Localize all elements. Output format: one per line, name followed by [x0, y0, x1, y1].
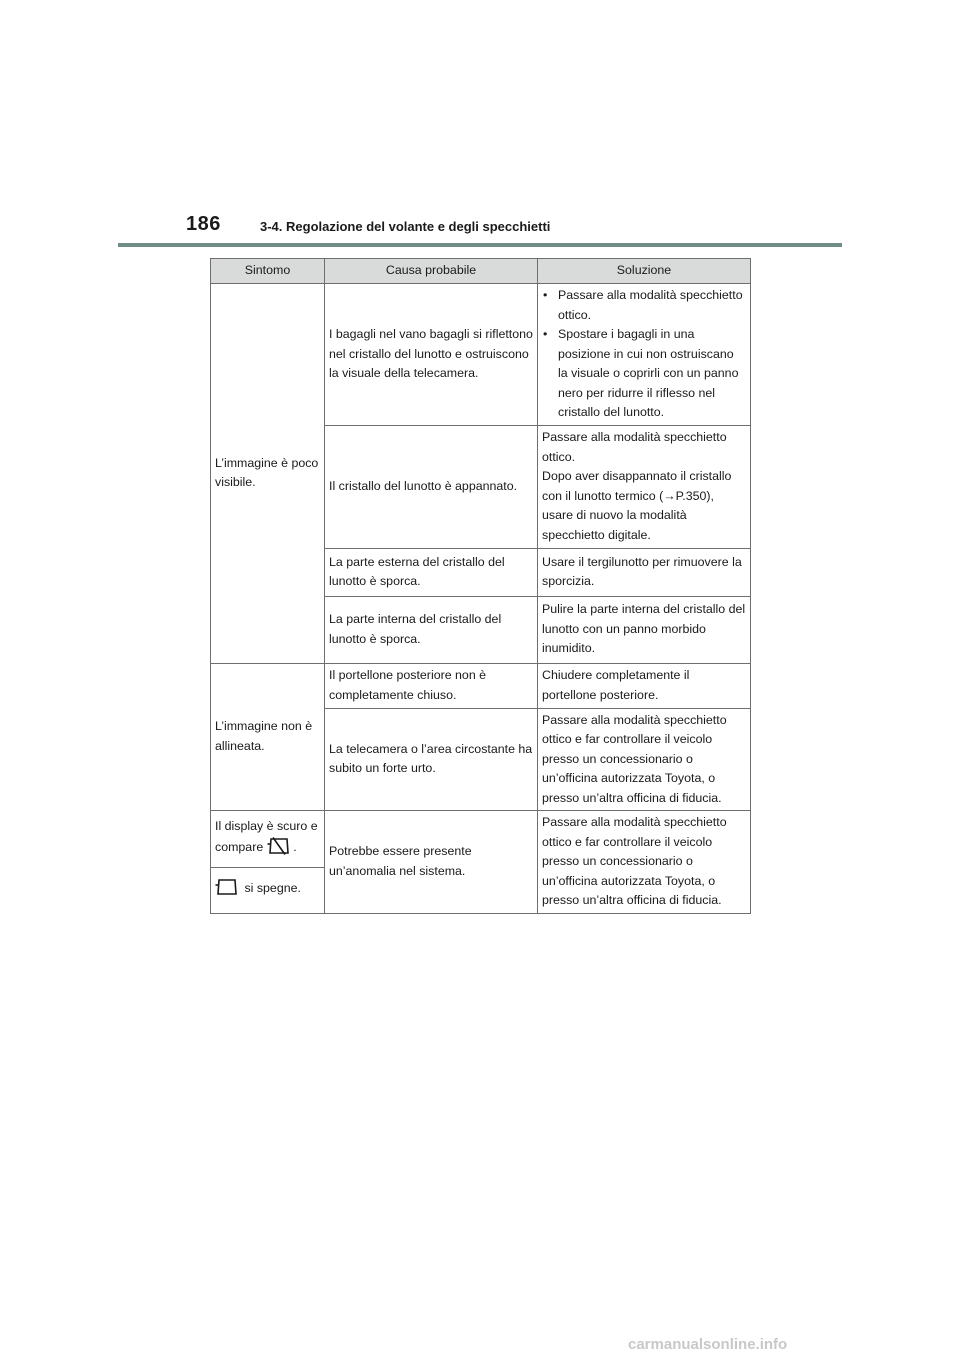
symptom-cell: L’immagine è poco visibile. [211, 284, 325, 664]
solution-cell: Usare il tergilunotto per rimuovere la sporcizia. [538, 548, 751, 596]
table-header-row [211, 259, 751, 284]
cause-cell: Potrebbe essere presente un’anomalia nel sistema. [325, 811, 538, 914]
cause-cell: La telecamera o l’area circostante ha subito un forte urto. [325, 708, 538, 811]
solution-cell [538, 284, 751, 426]
column-header-symptom: Sintomo [211, 259, 325, 284]
symptom-cell [211, 868, 325, 913]
solution-cell: Pulire la parte interna del cristallo del lunotto con un panno morbido inumidito. [538, 596, 751, 663]
arrow-icon: → [663, 488, 676, 503]
table-row [211, 811, 751, 868]
symptom-text: si spegne. [244, 881, 301, 896]
troubleshooting-table [210, 258, 751, 914]
symptom-text: Il display è scuro e [215, 819, 318, 834]
solution-text: Dopo aver disappannato il cristallo con il lunotto termico ( [542, 469, 732, 503]
page-reference: P.350 [675, 488, 707, 503]
section-title: 3-4. Regolazione del volante e degli specchietti [260, 219, 551, 234]
solution-bullet-list [542, 286, 746, 423]
solution-text: Passare alla modalità specchietto ottico. [542, 430, 727, 464]
table-row [211, 663, 751, 708]
solution-cell: Passare alla modalità specchietto ottico e far controllare il veicolo presso un concessionario o un’officina autorizzata Toyota, o presso un’altra officina di fiducia. [538, 708, 751, 811]
mirror-off-icon [267, 837, 291, 862]
cause-cell: Il cristallo del lunotto è appannato. [325, 425, 538, 548]
solution-text-with-ref [542, 467, 746, 545]
column-header-cause: Causa probabile [325, 259, 538, 284]
solution-cell [538, 425, 751, 548]
solution-cell: Passare alla modalità specchietto ottico e far controllare il veicolo presso un concessionario o un’officina autorizzata Toyota, o presso un’altra officina di fiducia. [538, 811, 751, 914]
symptom-text: compare [215, 839, 264, 854]
header-rule [118, 243, 842, 247]
solution-text: ), usare di nuovo la modalità specchietto digitale. [542, 488, 714, 542]
column-header-solution: Soluzione [538, 259, 751, 284]
cause-cell: La parte esterna del cristallo del lunotto è sporca. [325, 548, 538, 596]
watermark: carmanualsonline.info [628, 1336, 788, 1353]
solution-cell: Chiudere completamente il portellone posteriore. [538, 663, 751, 708]
solution-bullet: • Spostare i bagagli in una posizione in cui non ostruiscano la visuale o coprirli con un panno nero per ridurre il riflesso nel cristallo del lunotto. [542, 325, 746, 423]
cause-cell: La parte interna del cristallo del lunotto è sporca. [325, 596, 538, 663]
solution-bullet: • Passare alla modalità specchietto ottico. [542, 286, 746, 325]
symptom-text-with-icon [215, 837, 320, 862]
page-number: 186 [186, 213, 221, 235]
symptom-cell: L’immagine non è allineata. [211, 663, 325, 811]
table-row [211, 284, 751, 426]
cause-cell: I bagagli nel vano bagagli si riflettono nel cristallo del lunotto e ostruiscono la visuale della telecamera. [325, 284, 538, 426]
digital-mirror-icon [215, 878, 239, 903]
symptom-text: . [293, 839, 297, 854]
symptom-cell [211, 811, 325, 868]
cause-cell: Il portellone posteriore non è completamente chiuso. [325, 663, 538, 708]
